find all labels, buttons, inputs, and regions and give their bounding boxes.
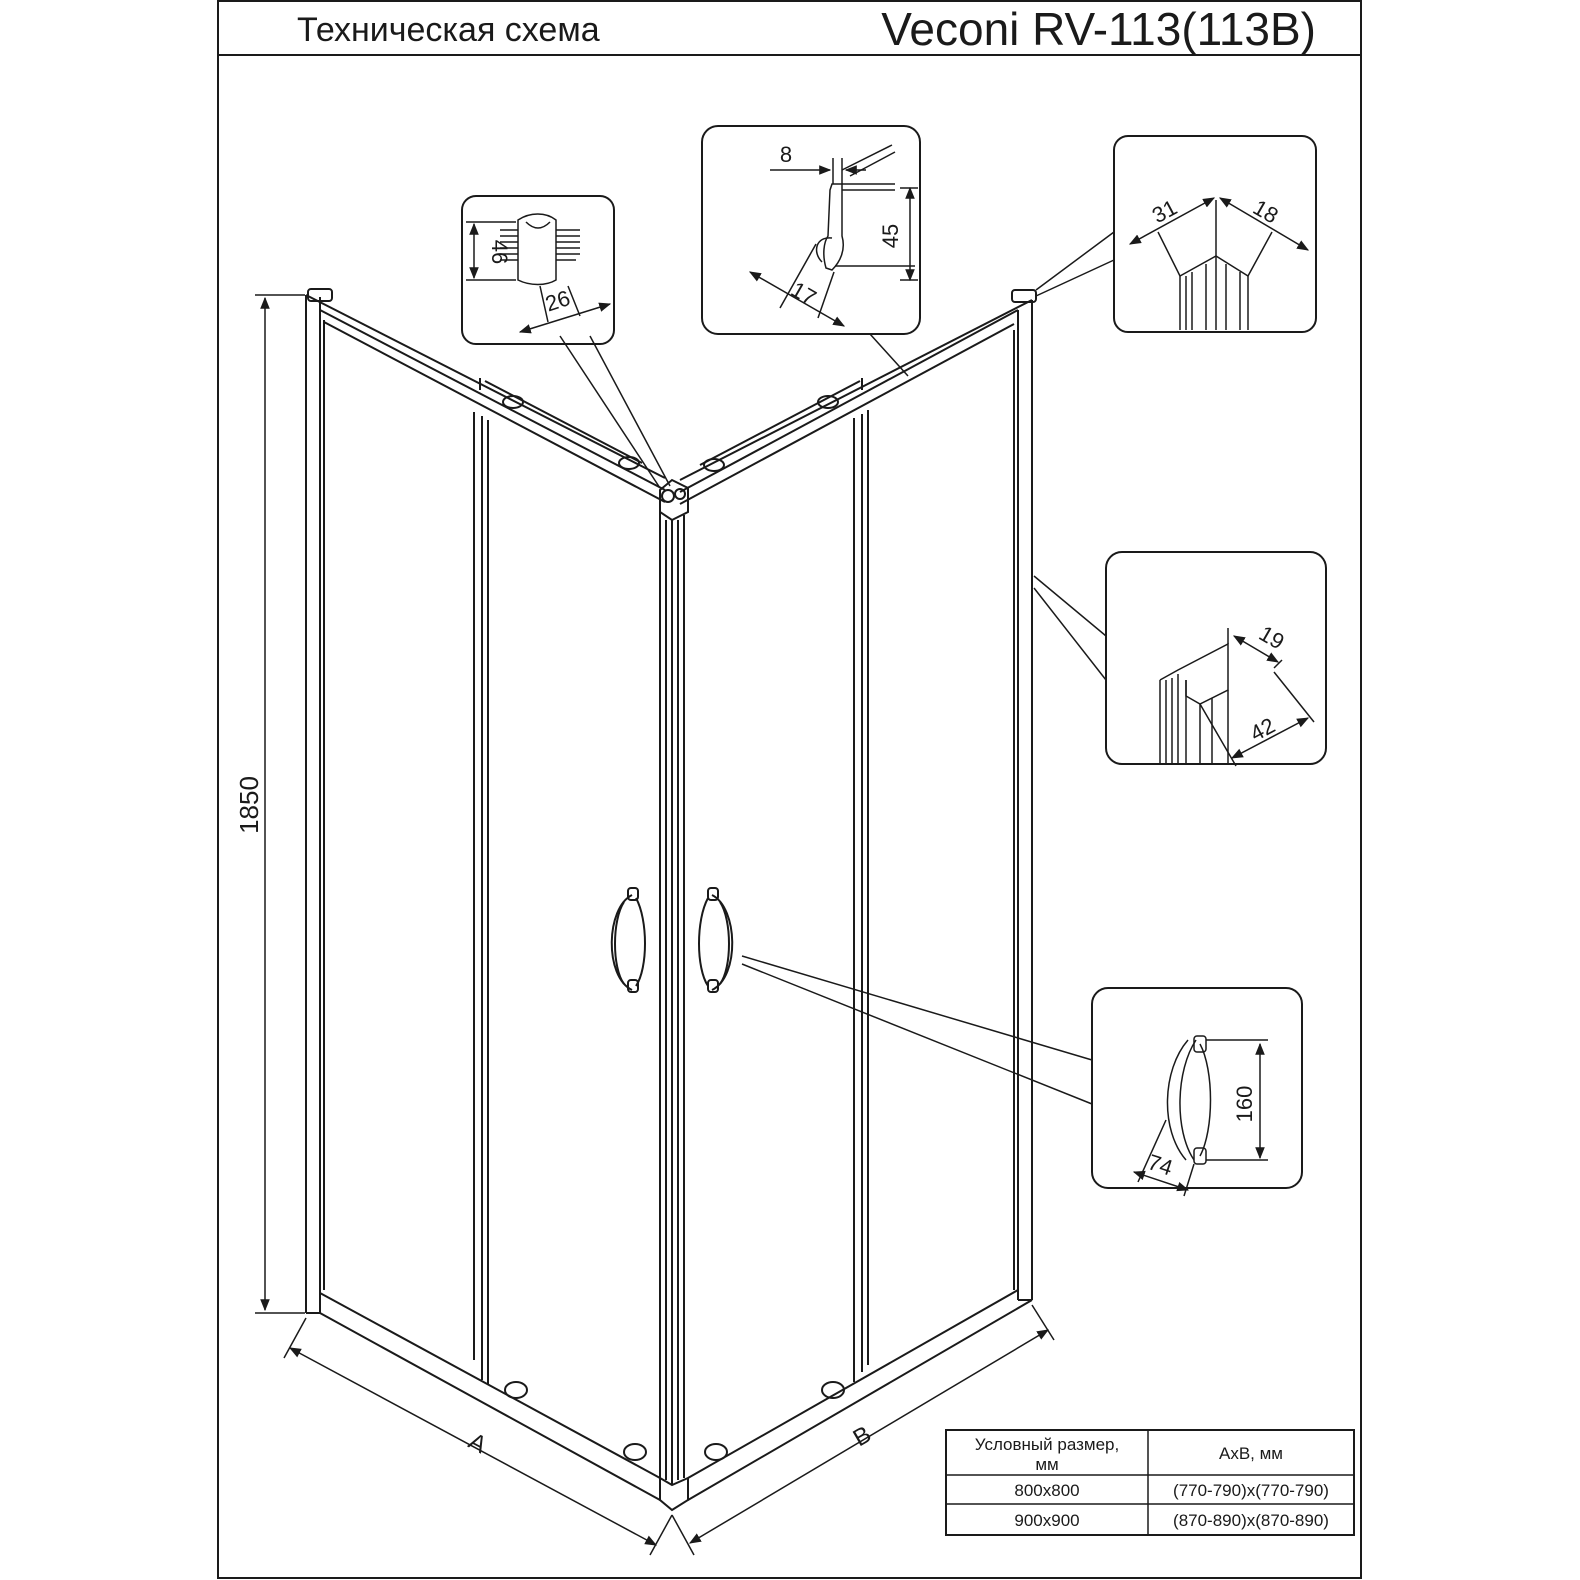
seal-height-label: 45 [878, 223, 903, 249]
sheet-title: Техническая схема [297, 11, 600, 49]
model-name: Veconi RV-113(113B) [881, 3, 1316, 55]
seal-width-label: 17 [786, 276, 821, 311]
roller-detail [462, 196, 670, 488]
seal-detail [702, 126, 920, 376]
handle-height-label: 160 [1232, 1085, 1257, 1123]
corner-profile-detail [1036, 136, 1316, 332]
left-wall-profile [306, 295, 324, 1313]
handle-depth-label: 74 [1144, 1149, 1176, 1181]
wall-width-label: 42 [1245, 712, 1280, 747]
table-header-nominal-unit: мм [1035, 1455, 1059, 1474]
size-table [946, 1430, 1354, 1535]
table-header-range: AxB, мм [1219, 1444, 1283, 1463]
top-rail-left [306, 289, 665, 502]
table-row-2-range: (870-890)x(870-890) [1173, 1511, 1329, 1530]
side-a-label: A [464, 1427, 491, 1460]
table-row-2-nominal: 900x900 [1014, 1511, 1080, 1530]
table-header-nominal: Условный размер, [974, 1435, 1120, 1454]
corner-post [660, 480, 688, 1485]
wall-depth-label: 19 [1254, 620, 1289, 655]
height-label: 1850 [234, 776, 264, 834]
right-wall-profile [1014, 300, 1032, 1300]
door-handle-left [612, 888, 645, 992]
bottom-rail-left [320, 1293, 688, 1510]
left-sliding-door [474, 412, 488, 1385]
roller-height-label: 46 [487, 239, 512, 265]
side-b-label: B [848, 1420, 876, 1453]
right-sliding-door [854, 410, 868, 1382]
door-handle-right [699, 888, 732, 992]
sheet-border [218, 1, 1361, 1578]
corner-left-label: 31 [1147, 194, 1182, 229]
wall-profile-detail [1034, 552, 1326, 766]
table-row-1-range: (770-790)x(770-790) [1173, 1481, 1329, 1500]
top-rail-right [680, 290, 1036, 504]
corner-right-label: 18 [1248, 194, 1283, 229]
table-row-1-nominal: 800x800 [1014, 1481, 1080, 1500]
seal-top-label: 8 [779, 142, 793, 167]
shower-enclosure [306, 289, 1036, 1510]
handle-detail [742, 956, 1302, 1196]
roller-width-label: 26 [542, 285, 574, 317]
